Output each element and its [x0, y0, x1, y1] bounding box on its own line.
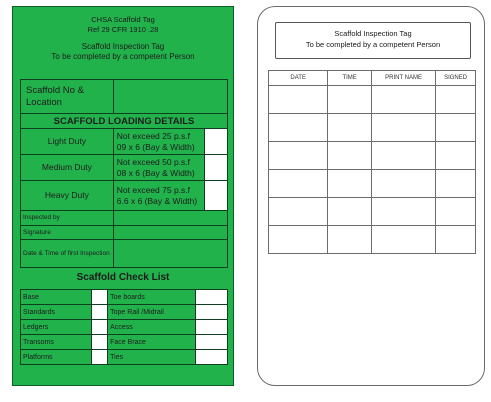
check-box[interactable] — [91, 290, 107, 305]
load-spec — [113, 129, 204, 155]
log-row — [269, 86, 476, 114]
tag-header-org: CHSA Scaffold Tag — [91, 15, 155, 24]
check-item-label: Transoms — [21, 335, 92, 350]
log-cell-date[interactable] — [269, 86, 328, 114]
scaffold-no-field[interactable] — [113, 80, 227, 114]
load-bay: 09 x 6 (Bay & Width) — [116, 141, 195, 152]
col-time-header: TIME — [328, 71, 372, 86]
log-cell-date[interactable] — [269, 114, 328, 142]
log-cell-date[interactable] — [269, 170, 328, 198]
log-row — [269, 142, 476, 170]
duty-label: Heavy Duty — [21, 181, 114, 211]
date-time-field[interactable] — [113, 240, 227, 268]
tag-title: Scaffold Inspection Tag — [81, 42, 165, 51]
log-cell-signed[interactable] — [436, 198, 476, 226]
check-item-label: Platforms — [21, 350, 92, 365]
log-cell-time[interactable] — [328, 226, 372, 254]
load-checkbox[interactable] — [204, 181, 228, 211]
check-item-label: Ties — [108, 350, 196, 365]
load-checkbox[interactable] — [204, 129, 228, 155]
check-item-label: Standards — [21, 305, 92, 320]
load-bay: 08 x 6 (Bay & Width) — [116, 167, 195, 178]
check-box[interactable] — [196, 305, 228, 320]
inspection-log-table — [268, 70, 476, 254]
log-cell-print-name[interactable] — [371, 86, 435, 114]
date-time-label: Date & Time of first Inspection — [21, 240, 114, 268]
log-cell-print-name[interactable] — [371, 142, 435, 170]
log-cell-date[interactable] — [269, 198, 328, 226]
check-box[interactable] — [91, 320, 107, 335]
log-cell-time[interactable] — [328, 142, 372, 170]
green-scaffold-tag — [12, 6, 234, 386]
check-box[interactable] — [196, 320, 228, 335]
checklist-row — [21, 290, 228, 305]
check-item-label: Access — [108, 320, 196, 335]
log-cell-signed[interactable] — [436, 226, 476, 254]
load-limit: Not exceed 50 p.s.f — [116, 156, 191, 167]
duty-label: Light Duty — [21, 129, 114, 155]
check-item-label: Face Brace — [108, 335, 196, 350]
tag-title: Scaffold Inspection Tag — [334, 29, 412, 38]
tag-title-box — [275, 22, 471, 59]
log-cell-signed[interactable] — [436, 142, 476, 170]
checklist-row — [21, 305, 228, 320]
checklist-row — [21, 320, 228, 335]
log-row — [269, 114, 476, 142]
log-row — [269, 170, 476, 198]
load-row-heavy — [21, 181, 228, 211]
tag-subtitle: To be completed by a competent Person — [305, 40, 441, 49]
checklist-title: Scaffold Check List — [76, 272, 170, 283]
log-cell-print-name[interactable] — [371, 170, 435, 198]
scaffold-no-label: Scaffold No & Location — [21, 80, 114, 114]
check-box[interactable] — [91, 305, 107, 320]
log-cell-time[interactable] — [328, 86, 372, 114]
signature-field[interactable] — [113, 226, 227, 240]
load-checkbox[interactable] — [204, 155, 228, 181]
check-box[interactable] — [91, 335, 107, 350]
duty-label: Medium Duty — [21, 155, 114, 181]
check-item-label: Base — [21, 290, 92, 305]
log-row — [269, 226, 476, 254]
check-item-label: Ledgers — [21, 320, 92, 335]
load-limit: Not exceed 25 p.s.f — [116, 130, 191, 141]
signature-label: Signature — [21, 226, 114, 240]
check-box[interactable] — [196, 290, 228, 305]
scaffold-details-table — [20, 79, 228, 268]
col-signed-header: SIGNED — [436, 71, 476, 86]
log-cell-signed[interactable] — [436, 170, 476, 198]
inspected-by-label: Inspected by — [21, 211, 114, 226]
tag-header-ref: Ref 29 CFR 1910 .28 — [87, 25, 159, 34]
check-item-label: Tope Rail /Midrail — [108, 305, 196, 320]
log-cell-signed[interactable] — [436, 114, 476, 142]
log-cell-time[interactable] — [328, 198, 372, 226]
check-box[interactable] — [196, 335, 228, 350]
log-cell-date[interactable] — [269, 226, 328, 254]
log-cell-date[interactable] — [269, 142, 328, 170]
load-spec — [113, 181, 204, 211]
white-scaffold-tag — [257, 6, 485, 386]
checklist-row — [21, 350, 228, 365]
check-item-label: Toe boards — [108, 290, 196, 305]
load-row-light — [21, 129, 228, 155]
log-cell-time[interactable] — [328, 114, 372, 142]
log-cell-print-name[interactable] — [371, 226, 435, 254]
checklist-row — [21, 335, 228, 350]
col-print-name-header: PRINT NAME — [371, 71, 435, 86]
log-cell-time[interactable] — [328, 170, 372, 198]
load-spec — [113, 155, 204, 181]
log-cell-signed[interactable] — [436, 86, 476, 114]
load-row-medium — [21, 155, 228, 181]
load-bay: 6.6 x 6 (Bay & Width) — [116, 195, 198, 206]
check-box[interactable] — [196, 350, 228, 365]
log-cell-print-name[interactable] — [371, 198, 435, 226]
log-header-row — [269, 71, 476, 86]
loading-details-heading: SCAFFOLD LOADING DETAILS — [21, 114, 228, 129]
checklist-table — [20, 289, 228, 365]
log-cell-print-name[interactable] — [371, 114, 435, 142]
tag-subtitle: To be completed by a competent Person — [51, 52, 195, 61]
col-date-header: DATE — [269, 71, 328, 86]
load-limit: Not exceed 75 p.s.f — [116, 184, 191, 195]
inspected-by-field[interactable] — [113, 211, 227, 226]
check-box[interactable] — [91, 350, 107, 365]
log-row — [269, 198, 476, 226]
